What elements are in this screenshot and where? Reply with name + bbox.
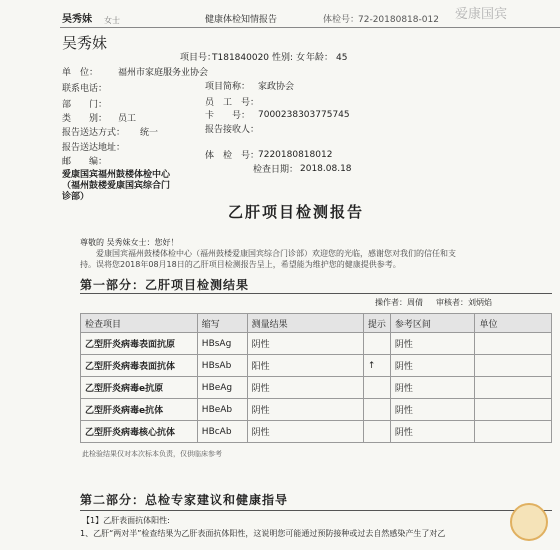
cell-item: 乙型肝炎病毒表面抗体 (81, 355, 198, 377)
center-name-line-2: （福州鼓楼爱康国宾综合门 (62, 181, 171, 191)
report-method-label: 报告送达方式： (62, 128, 126, 138)
project-short: 家政协会 (258, 82, 295, 92)
cell-unit (475, 333, 552, 355)
patient-name: 吴秀妹 (62, 34, 108, 52)
cell-result: 阴性 (247, 377, 363, 399)
cell-hint-up-arrow-icon: ↑ (363, 355, 390, 377)
cell-item: 乙型肝炎病毒表面抗原 (81, 333, 198, 355)
table-footnote: 此检验结果仅对本次标本负责，仅供临床参考 (82, 450, 222, 458)
header-exam-no-label: 体检号： (323, 15, 360, 25)
cell-ref: 阴性 (390, 355, 475, 377)
project-no: T181840020 (212, 53, 270, 63)
category: 员工 (118, 114, 137, 124)
cell-result: 阴性 (247, 333, 363, 355)
header-exam-no: 72-20180818-012 (358, 15, 439, 25)
header-cell: 单位 (475, 314, 552, 333)
cell-abbr: HBsAb (197, 355, 247, 377)
report-title: 乙肝项目检测报告 (228, 203, 365, 221)
header-patient-name: 吴秀妹 (62, 14, 92, 25)
cell-result: 阳性 (247, 355, 363, 377)
cell-abbr: HBeAb (197, 399, 247, 421)
cell-item: 乙型肝炎病毒核心抗体 (81, 421, 198, 443)
contact-label: 联系电话： (62, 84, 108, 94)
exam-date: 2018.08.18 (300, 164, 352, 174)
cell-hint (363, 399, 390, 421)
card-no: 7000238303775745 (258, 110, 350, 120)
project-no-label: 项目号： (180, 53, 217, 63)
brand-watermark: 爱康国宾 (455, 7, 508, 22)
seal-icon (510, 503, 548, 541)
postcode-label: 邮 编： (62, 157, 108, 167)
cell-ref: 阴性 (390, 377, 475, 399)
project-short-label: 项目简称： (205, 82, 251, 92)
card-label: 卡 号： (205, 111, 251, 121)
table-row (81, 377, 552, 399)
cell-hint (363, 421, 390, 443)
part1-title: 第一部分：乙肝项目检测结果 (80, 278, 250, 292)
cell-ref: 阴性 (390, 399, 475, 421)
header-cell: 测量结果 (247, 314, 363, 333)
part2-title: 第二部分：总检专家建议和健康指导 (80, 493, 289, 507)
result-table (80, 313, 552, 443)
cell-abbr: HBsAg (197, 333, 247, 355)
header-divider (60, 27, 560, 28)
report-address-label: 报告送达地址： (62, 143, 126, 153)
center-name-line-1: 爱康国宾福州鼓楼体检中心 (62, 170, 171, 180)
part2-item-1-text: 1、乙肝“两对半”检查结果为乙肝表面抗体阳性，这说明您可能通过预防接种或过去自然感染产生了对乙 (80, 529, 446, 538)
part2-item-1: 【1】乙肝表面抗体阳性: (82, 516, 170, 525)
cell-item: 乙型肝炎病毒e抗原 (81, 377, 198, 399)
cell-ref: 阴性 (390, 421, 475, 443)
gender-label: 性别: (272, 53, 294, 63)
table-row (81, 355, 552, 377)
header-cell: 缩写 (197, 314, 247, 333)
part1-divider (80, 293, 552, 294)
category-label: 类 别： (62, 114, 108, 124)
table-row (81, 399, 552, 421)
cell-result: 阴性 (247, 421, 363, 443)
cell-unit (475, 421, 552, 443)
dept-label: 部 门： (62, 100, 108, 110)
unit-value: 福州市家庭服务业协会 (118, 68, 209, 78)
report-method: 统一 (140, 128, 159, 138)
reviewer-label: 审核者： (436, 298, 468, 307)
report-receiver-label: 报告接收人： (205, 125, 260, 135)
table-row (81, 421, 552, 443)
reviewer: 刘炳焰 (468, 298, 492, 307)
cell-item: 乙型肝炎病毒e抗体 (81, 399, 198, 421)
intro-line-1: 爱康国宾福州鼓楼体检中心（福州鼓楼爱康国宾综合门诊部）欢迎您的光临，感谢您对我们的信任和支 (96, 249, 456, 258)
cell-abbr: HBcAb (197, 421, 247, 443)
header-cell: 提示 (363, 314, 390, 333)
header-cell: 参考区间 (390, 314, 475, 333)
header-patient-title: 女士 (104, 16, 120, 25)
operator-label: 操作者： (375, 298, 407, 307)
cell-unit (475, 377, 552, 399)
cell-ref: 阴性 (390, 333, 475, 355)
greeting: 尊敬的 吴秀妹女士：您好！ (80, 238, 179, 247)
header-cell: 检查项目 (81, 314, 198, 333)
cell-abbr: HBeAg (197, 377, 247, 399)
operator: 周倩 (407, 298, 423, 307)
unit-label: 单 位： (62, 68, 99, 78)
header-report-name: 健康体检知情报告 (205, 15, 278, 25)
age-label: 年龄： (306, 53, 334, 63)
exam-no-label: 体 检 号： (205, 151, 260, 161)
table-row (81, 333, 552, 355)
center-name-line-3: 诊部） (62, 192, 90, 202)
exam-date-label: 检查日期： (253, 165, 299, 175)
cell-unit (475, 399, 552, 421)
gender: 女 (296, 53, 306, 63)
emp-no-label: 员 工 号： (205, 98, 260, 108)
cell-hint (363, 333, 390, 355)
part2-divider (80, 510, 552, 511)
cell-result: 阴性 (247, 399, 363, 421)
age: 45 (336, 53, 348, 63)
intro-line-2: 持。误将您2018年08月18日的乙肝项目检测报告呈上，希望能为维护您的健康提供参考。 (80, 260, 401, 269)
cell-hint (363, 377, 390, 399)
cell-unit (475, 355, 552, 377)
result-table-header (81, 314, 552, 333)
exam-no: 7220180818012 (258, 150, 333, 160)
